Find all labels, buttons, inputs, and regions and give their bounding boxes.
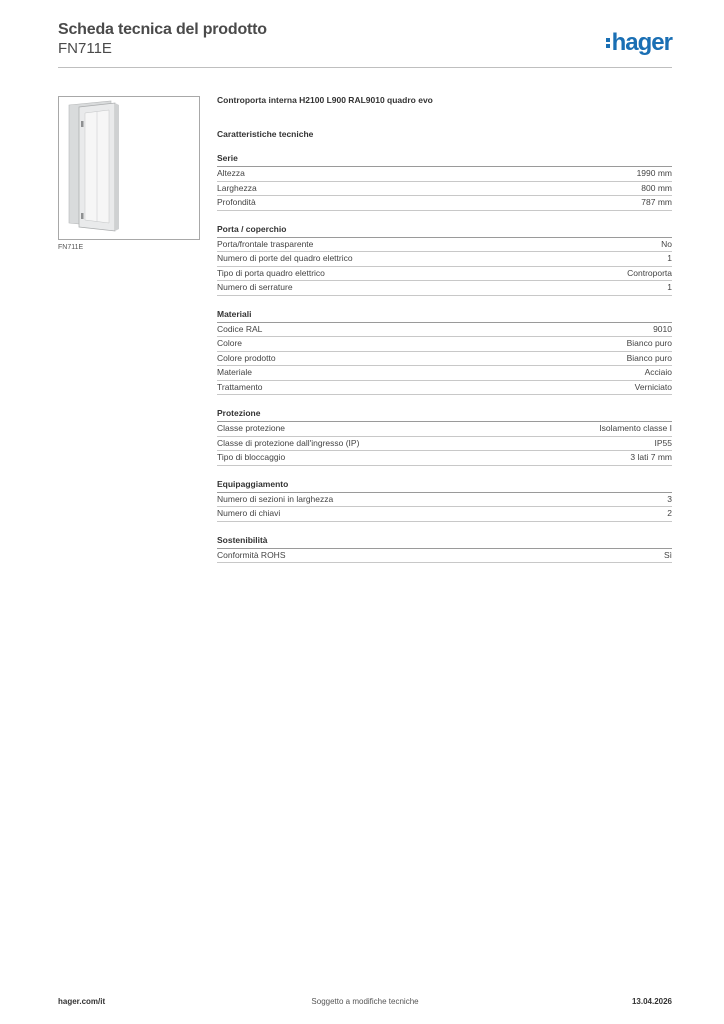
spec-label: Classe protezione xyxy=(217,423,286,433)
section-title: Equipaggiamento xyxy=(217,479,672,493)
spec-section xyxy=(217,309,672,396)
section-title: Porta / coperchio xyxy=(217,224,672,238)
spec-value: Controporta xyxy=(627,267,672,278)
spec-row xyxy=(217,182,672,197)
spec-section xyxy=(217,408,672,466)
logo-dots-icon xyxy=(606,37,610,49)
door-panel-image xyxy=(59,97,199,239)
spec-value: Acciaio xyxy=(644,367,672,377)
image-caption: FN711E xyxy=(58,244,84,251)
spec-label: Colore xyxy=(217,338,243,348)
spec-row xyxy=(217,238,672,253)
spec-row xyxy=(217,437,672,452)
spec-row xyxy=(217,323,672,338)
spec-value: 1 xyxy=(667,282,672,292)
spec-label: Trattamento xyxy=(217,381,263,392)
spec-value: 1990 mm xyxy=(636,168,672,178)
spec-value: 787 mm xyxy=(641,197,672,207)
spec-row xyxy=(217,337,672,352)
spec-section xyxy=(217,535,672,564)
spec-value: Verniciato xyxy=(634,381,672,392)
section-title: Materiali xyxy=(217,309,672,323)
spec-row xyxy=(217,352,672,367)
spec-value: 9010 xyxy=(653,323,672,334)
logo-text: hager xyxy=(611,29,672,56)
spec-label: Materiale xyxy=(217,367,252,377)
spec-row xyxy=(217,252,672,267)
spec-value: IP55 xyxy=(654,437,672,448)
spec-content xyxy=(217,95,672,563)
footer-note: Soggetto a modifiche tecniche xyxy=(311,997,419,1006)
spec-label: Codice RAL xyxy=(217,323,263,334)
product-code: FN711E xyxy=(58,40,112,57)
spec-row xyxy=(217,507,672,522)
spec-value: 3 lati 7 mm xyxy=(630,452,672,462)
spec-row xyxy=(217,493,672,508)
spec-label: Numero di porte del quadro elettrico xyxy=(217,253,353,263)
page-header xyxy=(58,21,672,57)
footer-website: hager.com/it xyxy=(58,997,106,1006)
spec-value: 3 xyxy=(667,493,672,504)
spec-value: Isolamento classe I xyxy=(599,423,672,433)
spec-value: 1 xyxy=(667,253,672,263)
spec-label: Tipo di bloccaggio xyxy=(217,452,286,462)
spec-value: 800 mm xyxy=(641,182,672,193)
spec-row xyxy=(217,196,672,211)
spec-label: Altezza xyxy=(217,168,245,178)
hager-logo xyxy=(606,29,672,57)
spec-row xyxy=(217,451,672,466)
spec-value: 2 xyxy=(667,508,672,518)
spec-section xyxy=(217,479,672,522)
section-title: Protezione xyxy=(217,408,672,422)
spec-label: Numero di chiavi xyxy=(217,508,281,518)
spec-label: Classe di protezione dall'ingresso (IP) xyxy=(217,437,360,448)
product-image xyxy=(58,96,200,240)
spec-label: Colore prodotto xyxy=(217,352,276,363)
section-title: Sostenibilità xyxy=(217,535,672,549)
spec-row xyxy=(217,549,672,564)
spec-label: Profondità xyxy=(217,197,256,207)
spec-section xyxy=(217,153,672,211)
spec-heading: Caratteristiche tecniche xyxy=(217,129,314,139)
spec-label: Porta/frontale trasparente xyxy=(217,238,314,249)
spec-sections xyxy=(217,153,672,563)
spec-row xyxy=(217,167,672,182)
product-name: Controporta interna H2100 L900 RAL9010 quadro evo xyxy=(217,95,433,105)
spec-row xyxy=(217,381,672,396)
spec-row xyxy=(217,267,672,282)
spec-value: Sì xyxy=(663,549,672,560)
spec-value: Bianco puro xyxy=(626,338,672,348)
spec-label: Larghezza xyxy=(217,182,257,193)
spec-row xyxy=(217,422,672,437)
page-title: Scheda tecnica del prodotto xyxy=(58,21,267,38)
footer-date: 13.04.2026 xyxy=(631,997,672,1006)
spec-label: Conformità ROHS xyxy=(217,549,286,560)
spec-value: Bianco puro xyxy=(626,352,672,363)
spec-section xyxy=(217,224,672,296)
spec-value: No xyxy=(661,238,672,249)
spec-label: Numero di sezioni in larghezza xyxy=(217,493,334,504)
spec-row xyxy=(217,366,672,381)
spec-label: Numero di serrature xyxy=(217,282,293,292)
section-title: Serie xyxy=(217,153,672,167)
spec-label: Tipo di porta quadro elettrico xyxy=(217,267,325,278)
header-divider xyxy=(58,67,672,68)
spec-row xyxy=(217,281,672,296)
